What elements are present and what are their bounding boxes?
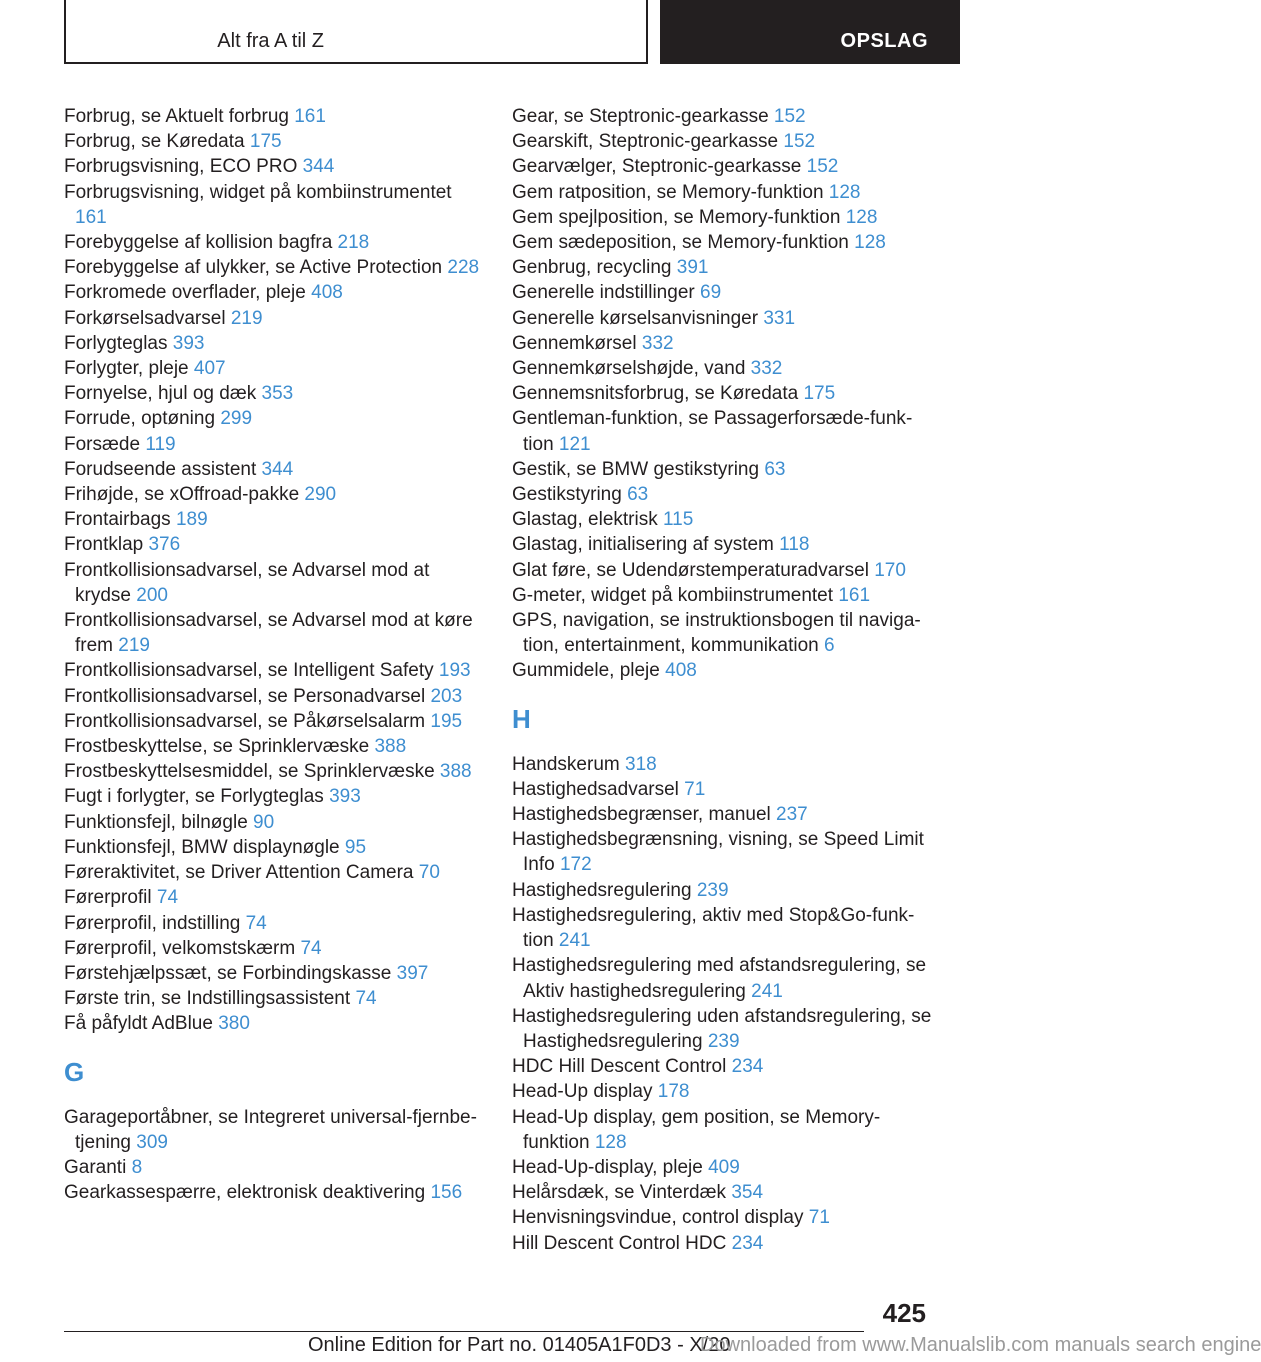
index-entry-page-link[interactable]: 152	[806, 156, 839, 178]
index-entry-page-link[interactable]: 152	[773, 106, 806, 127]
index-entry-page-link[interactable]: 353	[261, 383, 294, 405]
index-entry-text: Funktionsfejl, bilnøgle	[64, 811, 248, 833]
index-entry-text: Forebyggelse af kollision bagfra	[64, 232, 333, 254]
index-entry-page-link[interactable]: 332	[750, 358, 783, 380]
index-entry	[64, 129, 488, 154]
index-entry-page-link[interactable]: 331	[763, 307, 796, 329]
index-entry	[64, 180, 488, 230]
index-entry	[512, 230, 936, 255]
index-entry-text: Førstehjælpssæt, se Forbindingskasse	[64, 962, 392, 984]
page-number: 425	[882, 1298, 926, 1328]
index-entry-text: Glastag, initialisering af system	[512, 534, 774, 556]
index-entry-text: Helårsdæk, se Vinterdæk	[512, 1182, 727, 1204]
index-entry	[64, 1011, 488, 1036]
index-entry-text: Frontairbags	[64, 509, 171, 531]
index-entry	[512, 356, 936, 381]
index-entry-text: Glastag, elektrisk	[512, 509, 658, 531]
index-entry-page-link[interactable]: 71	[808, 1207, 830, 1229]
index-entry-text: Forlygteglas	[64, 332, 168, 354]
index-entry-page-link[interactable]: 397	[396, 962, 429, 984]
index-entry	[64, 381, 488, 406]
index-entry-text: Gummidele, pleje	[512, 660, 660, 682]
index-entry-page-link[interactable]: 118	[779, 534, 810, 556]
index-entry-text: Få påfyldt AdBlue	[64, 1013, 213, 1035]
index-entry-text: Forbrugsvisning, ECO PRO	[64, 156, 298, 178]
index-entry-page-link[interactable]: 218	[337, 232, 370, 254]
index-entry	[512, 802, 936, 827]
index-entry-text: Handskerum	[512, 753, 620, 775]
index-entry	[64, 406, 488, 431]
index-entry	[64, 230, 488, 255]
index-entry	[64, 280, 488, 305]
index-entry	[64, 1105, 488, 1155]
index-entry-page-link[interactable]: 239	[696, 879, 729, 901]
index-entry-page-link[interactable]: 71	[684, 778, 706, 800]
index-entry-text: Hastighedsregulering med afstandsregulering, se Aktiv hastighedsregulering	[512, 955, 927, 1002]
index-entry-text: Gestikstyring	[512, 484, 622, 506]
index-entry-text: Frontkollisionsadvarsel, se Intelligent Safety	[64, 660, 434, 682]
index-entry-page-link[interactable]: 193	[438, 660, 471, 682]
index-entry-page-link[interactable]: 63	[764, 458, 786, 480]
index-entry	[512, 154, 936, 179]
index-letter-heading: H	[512, 703, 531, 734]
index-entry-text: Head-Up-display, pleje	[512, 1156, 703, 1178]
index-entry	[512, 180, 936, 205]
index-entry	[64, 911, 488, 936]
index-entry-text: Gem sædeposition, se Memory-funktion	[512, 232, 849, 254]
index-entry	[64, 154, 488, 179]
index-entry	[64, 532, 488, 557]
index-entry	[512, 381, 936, 406]
index-entry	[64, 709, 488, 734]
index-entry-page-link[interactable]: 318	[625, 753, 657, 775]
index-entry	[512, 777, 936, 802]
index-entry-text: Generelle kørselsanvisninger	[512, 307, 759, 329]
index-entry	[512, 482, 936, 507]
index-entry	[64, 759, 488, 784]
index-entry-text: Gearskift, Steptronic-gearkasse	[512, 131, 779, 153]
index-entry	[512, 903, 936, 953]
index-entry-text: Gearkassespærre, elektronisk deaktivering	[64, 1182, 426, 1204]
index-entry-text: Genbrug, recycling	[512, 257, 672, 279]
index-entry	[512, 1231, 936, 1256]
index-entry-text: Fugt i forlygter, se Forlygteglas	[64, 786, 324, 808]
header-section-title: Alt fra A til Z	[217, 30, 324, 52]
index-entry-page-link[interactable]: 408	[311, 282, 343, 304]
index-entry-text: Hastighedsadvarsel	[512, 778, 679, 800]
index-entry-page-link[interactable]: 115	[663, 509, 694, 531]
index-entry-text: HDC Hill Descent Control	[512, 1056, 727, 1078]
index-entry-page-link[interactable]: 128	[828, 181, 861, 203]
index-entry-text: Hastighedsregulering	[512, 879, 692, 901]
index-entry-text: Gear, se Steptronic-gearkasse	[512, 106, 769, 127]
index-entry-text: Fornyelse, hjul og dæk	[64, 383, 257, 405]
index-entry-page-link[interactable]: 388	[439, 761, 472, 783]
index-entry-text: Frihøjde, se xOffroad-pakke	[64, 484, 300, 506]
index-entry	[512, 457, 936, 482]
index-entry-text: Forudseende assistent	[64, 458, 257, 480]
index-entry	[64, 961, 488, 986]
index-entry-text: Head-Up display, gem position, se Memory-funktion	[512, 1106, 881, 1153]
index-entry-text: Frontkollisionsadvarsel, se Advarsel mod at køre frem	[64, 610, 473, 657]
index-entry-text: Gennemsnitsforbrug, se Køredata	[512, 383, 799, 405]
index-entry	[64, 104, 488, 129]
index-entry	[64, 482, 488, 507]
index-entry-page-link[interactable]: 290	[304, 484, 337, 506]
index-entry-page-link[interactable]: 380	[218, 1013, 250, 1035]
index-entry-page-link[interactable]: 70	[418, 862, 440, 884]
index-entry	[512, 953, 936, 1003]
index-entry	[64, 658, 488, 683]
index-entry-text: Hastighedsregulering uden afstandsregulering, se Hastighedsregulering	[512, 1005, 932, 1052]
index-entry-text: GPS, navigation, se instruktionsbogen til navigation, entertainment, kommunikation	[512, 610, 921, 657]
index-entry-text: Frostbeskyttelse, se Sprinklervæske	[64, 736, 370, 758]
index-entry-text: Generelle indstillinger	[512, 282, 695, 304]
index-entry-page-link[interactable]: 299	[220, 408, 253, 430]
index-entry-text: Førerprofil, velkomstskærm	[64, 937, 296, 959]
header-frame	[64, 0, 648, 64]
footer-watermark: Downloaded from www.Manualslib.com manuals search engine	[700, 1334, 1261, 1356]
index-entry-text: Forbrugsvisning, widget på kombiinstrumentet	[64, 181, 452, 203]
index-entry-text: Førerprofil, indstilling	[64, 912, 241, 934]
index-entry-page-link[interactable]: 74	[300, 937, 322, 959]
index-entry	[64, 1180, 488, 1205]
index-entry-page-link[interactable]: 178	[657, 1081, 690, 1103]
index-entry	[512, 1180, 936, 1205]
index-entry	[512, 658, 936, 683]
index-entry-page-link[interactable]: 203	[430, 685, 463, 707]
index-entry-text: Henvisningsvindue, control display	[512, 1207, 804, 1229]
header-tab-label: OPSLAG	[840, 30, 928, 52]
index-entry	[64, 885, 488, 910]
index-entry	[64, 810, 488, 835]
index-entry-page-link[interactable]: 90	[253, 811, 275, 833]
index-entry-text: Gentleman-funktion, se Passagerforsæde-funktion	[512, 408, 913, 455]
index-entry	[64, 255, 488, 280]
index-entry-text: Gem ratposition, se Memory-funktion	[512, 181, 824, 203]
index-entry-text: Gearvælger, Steptronic-gearkasse	[512, 156, 802, 178]
index-entry	[64, 558, 488, 608]
index-entry-page-link[interactable]: 354	[731, 1182, 764, 1204]
index-entry-text: Forebyggelse af ulykker, se Active Protection	[64, 257, 443, 279]
index-entry-page-link[interactable]: 63	[627, 484, 649, 506]
index-entry-page-link[interactable]: 8	[131, 1156, 143, 1178]
index-entry	[64, 356, 488, 381]
index-entry-page-link[interactable]: 309	[136, 1131, 168, 1153]
index-entry-text: Hastighedsbegrænsning, visning, se Speed Limit Info	[512, 829, 924, 876]
index-entry	[512, 752, 936, 777]
index-entry-page-link[interactable]: 161	[294, 106, 326, 127]
index-entry	[512, 1079, 936, 1104]
index-entry-text: Gennemkørsel	[512, 332, 637, 354]
index-entry	[512, 255, 936, 280]
index-entry-text: Føreraktivitet, se Driver Attention Camera	[64, 862, 414, 884]
index-entry-page-link[interactable]: 234	[731, 1056, 764, 1078]
index-entry-text: Forrude, optøning	[64, 408, 216, 430]
index-entry-page-link[interactable]: 376	[148, 534, 181, 556]
index-entry-text: Forbrug, se Køredata	[64, 131, 245, 153]
index-entry	[64, 835, 488, 860]
index-entry	[512, 878, 936, 903]
index-entry-page-link[interactable]: 189	[175, 509, 208, 531]
index-entry	[64, 936, 488, 961]
index-entry-page-link[interactable]: 219	[118, 635, 150, 657]
index-entry-page-link[interactable]: 95	[344, 836, 367, 858]
index-entry-page-link[interactable]: 239	[707, 1030, 740, 1052]
index-entry	[64, 734, 488, 759]
index-entry-text: Førerprofil	[64, 887, 152, 909]
index-entry-text: Glat føre, se Udendørstemperaturadvarsel	[512, 559, 869, 581]
index-entry-page-link[interactable]: 128	[594, 1131, 627, 1153]
index-entry-page-link[interactable]: 237	[776, 804, 808, 826]
index-entry-page-link[interactable]: 172	[559, 854, 592, 876]
index-entry	[512, 1105, 936, 1155]
index-entry-page-link[interactable]: 121	[558, 433, 591, 455]
index-entry-page-link[interactable]: 200	[136, 584, 168, 606]
index-entry-page-link[interactable]: 119	[145, 433, 176, 455]
index-entry	[512, 205, 936, 230]
index-entry-page-link[interactable]: 74	[355, 988, 377, 1010]
index-entry	[512, 1004, 936, 1054]
index-entry-page-link[interactable]: 234	[731, 1232, 764, 1254]
index-entry-page-link[interactable]: 175	[249, 131, 282, 153]
index-entry	[512, 129, 936, 154]
index-entry-text: Gem spejlposition, se Memory-funktion	[512, 206, 841, 228]
index-entry	[64, 684, 488, 709]
index-entry	[512, 532, 936, 557]
index-entry	[512, 406, 936, 456]
index-entry-page-link[interactable]: 152	[783, 131, 816, 153]
index-entry-text: Gestik, se BMW gestikstyring	[512, 458, 760, 480]
index-entry	[64, 784, 488, 809]
index-entry-page-link[interactable]: 161	[838, 584, 871, 606]
index-entry-text: Forbrug, se Aktuelt forbrug	[64, 106, 289, 127]
index-entry	[64, 457, 488, 482]
index-entry-text: Frontkollisionsadvarsel, se Påkørselsalarm	[64, 710, 426, 732]
index-entry	[512, 608, 936, 658]
index-entry-page-link[interactable]: 195	[430, 710, 463, 732]
index-entry	[512, 306, 936, 331]
index-entry-text: Hastighedsregulering, aktiv med Stop&Go-funktion	[512, 904, 915, 952]
index-column-right	[512, 104, 936, 1256]
index-entry-page-link[interactable]: 332	[641, 332, 674, 354]
index-entry-text: Frontkollisionsadvarsel, se Advarsel mod at krydse	[64, 559, 430, 606]
index-entry	[512, 827, 936, 877]
index-entry-page-link[interactable]: 388	[374, 736, 407, 758]
index-entry-text: Frontklap	[64, 534, 144, 556]
index-entry	[512, 280, 936, 305]
index-entry-text: Head-Up display	[512, 1081, 653, 1103]
index-entry	[512, 1054, 936, 1079]
index-entry-page-link[interactable]: 393	[329, 786, 361, 808]
index-entry-page-link[interactable]: 241	[751, 980, 783, 1002]
index-entry-page-link[interactable]: 74	[245, 912, 267, 934]
index-entry-page-link[interactable]: 409	[708, 1156, 740, 1178]
index-entry-text: Første trin, se Indstillingsassistent	[64, 988, 351, 1010]
index-entry-page-link[interactable]: 408	[665, 660, 697, 682]
index-entry-text: Forkørselsadvarsel	[64, 307, 226, 329]
index-entry-page-link[interactable]: 74	[156, 887, 179, 909]
index-entry	[64, 507, 488, 532]
index-entry-page-link[interactable]: 344	[261, 458, 294, 480]
index-entry	[64, 608, 488, 658]
index-entry-text: Garanti	[64, 1156, 127, 1178]
index-entry-text: Gennemkørselshøjde, vand	[512, 358, 746, 380]
index-entry-page-link[interactable]: 128	[845, 206, 878, 228]
index-entry-text: Frostbeskyttelsesmiddel, se Sprinklervæske	[64, 761, 435, 783]
index-entry-page-link[interactable]: 128	[854, 232, 886, 254]
index-entry-page-link[interactable]: 391	[676, 257, 709, 279]
index-column-left	[64, 104, 488, 1205]
index-entry-page-link[interactable]: 6	[824, 635, 835, 657]
index-entry-page-link[interactable]: 228	[447, 257, 480, 279]
index-entry	[64, 860, 488, 885]
footer-edition: Online Edition for Part no. 01405A1F0D3 - X/20	[308, 1334, 731, 1356]
index-entry-text: Funktionsfejl, BMW displaynøgle	[64, 836, 340, 858]
index-entry	[512, 1155, 936, 1180]
index-entry-page-link[interactable]: 344	[302, 156, 335, 178]
index-entry	[512, 558, 936, 583]
index-entry-page-link[interactable]: 69	[700, 282, 722, 304]
index-entry-text: G-meter, widget på kombiinstrumentet	[512, 584, 834, 606]
index-entry-text: Forsæde	[64, 433, 141, 455]
index-entry-page-link[interactable]: 175	[803, 383, 836, 405]
index-entry-text: Garageportåbner, se Integreret universal-fjernbetjening	[64, 1106, 477, 1153]
index-entry-page-link[interactable]: 170	[874, 559, 906, 581]
index-entry	[64, 1155, 488, 1180]
index-entry-text: Hill Descent Control HDC	[512, 1232, 727, 1254]
index-entry-text: Frontkollisionsadvarsel, se Personadvarsel	[64, 685, 426, 707]
index-entry	[512, 104, 936, 129]
index-entry-page-link[interactable]: 161	[75, 206, 107, 228]
index-entry	[512, 507, 936, 532]
index-entry-page-link[interactable]: 156	[430, 1182, 463, 1204]
index-entry	[64, 986, 488, 1011]
footer-divider	[64, 1331, 864, 1332]
index-entry	[512, 1205, 936, 1230]
index-entry-page-link[interactable]: 407	[193, 358, 226, 380]
index-entry-text: Forkromede overflader, pleje	[64, 282, 306, 304]
index-entry-page-link[interactable]: 219	[230, 307, 263, 329]
index-entry	[64, 306, 488, 331]
header-tab	[660, 0, 960, 64]
index-entry	[64, 432, 488, 457]
index-entry-text: Forlygter, pleje	[64, 358, 189, 380]
index-letter-heading: G	[64, 1056, 85, 1087]
index-entry-page-link[interactable]: 241	[558, 930, 591, 952]
index-entry	[64, 331, 488, 356]
index-entry-page-link[interactable]: 393	[172, 332, 205, 354]
index-entry	[512, 583, 936, 608]
index-entry-text: Hastighedsbegrænser, manuel	[512, 804, 771, 826]
index-entry	[512, 331, 936, 356]
